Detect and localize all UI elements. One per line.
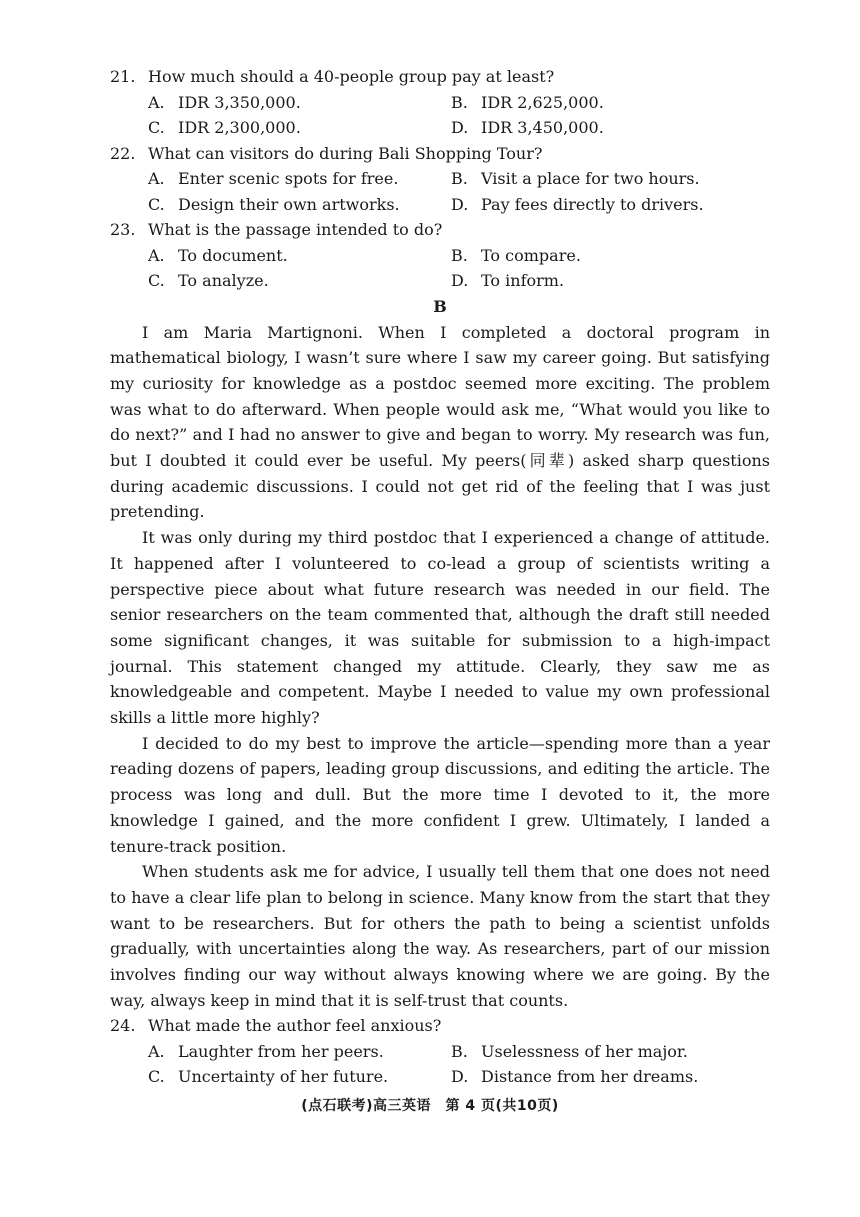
passage-paragraph: When students ask me for advice, I usually tell them that one does not need to have a clear life plan to belong in science. Many know from the start that they want to be researchers. But for others the path to being a scientist unfolds gradually, with uncertainties along the way. As researchers, part of our mission involves finding our way without always knowing where we are going. By the way, always keep in mind that it is self-trust that counts. xyxy=(110,862,770,1010)
question-24 xyxy=(110,1013,770,1090)
page-footer: (点石联考)高三英语 第 4 页(共10页) xyxy=(301,1098,559,1114)
option-a: A. Enter scenic spots for free. xyxy=(148,169,399,188)
option-c: C. Design their own artworks. xyxy=(148,194,400,214)
question-number: 21. xyxy=(110,67,136,86)
option-b: B. IDR 2,625,000. xyxy=(451,92,604,112)
question-number: 22. xyxy=(110,143,136,163)
option-d: D. IDR 3,450,000. xyxy=(451,118,604,137)
question-23 xyxy=(110,217,770,294)
passage-paragraph: It was only during my third postdoc that I experienced a change of attitude. It happened after I volunteered to co-lead a group of scientists writing a perspective piece about what future research was needed in our field. The senior researchers on the team commented that, although the draft still needed some significant changes, it was suitable for submission to a high-impact journal. This statement changed my attitude. Clearly, they saw me as knowledgeable and competent. Maybe I needed to value my own professional skills a little more highly? xyxy=(110,528,770,728)
option-a: A. To document. xyxy=(148,245,288,265)
question-22 xyxy=(110,141,770,218)
section-heading: B xyxy=(433,296,447,316)
question-number: 23. xyxy=(110,220,136,239)
question-text: What can visitors do during Bali Shopping Tour? xyxy=(148,143,543,163)
option-d: D. Distance from her dreams. xyxy=(451,1067,699,1087)
reading-passage xyxy=(110,320,770,1014)
option-b: B. Visit a place for two hours. xyxy=(451,169,700,188)
question-text: What is the passage intended to do? xyxy=(148,220,443,239)
question-text: What made the author feel anxious? xyxy=(148,1016,442,1036)
question-21 xyxy=(110,64,770,141)
option-c: C. IDR 2,300,000. xyxy=(148,118,301,137)
option-d: D. To inform. xyxy=(451,271,565,290)
passage-paragraph: I decided to do my best to improve the article—spending more than a year reading dozens of papers, leading group discussions, and editing the article. The process was long and dull. But the more time I devoted to it, the more knowledge I gained, and the more confident I grew. Ultimately, I landed a tenure-track position. xyxy=(110,733,770,856)
page-content xyxy=(110,64,770,1090)
option-d: D. Pay fees directly to drivers. xyxy=(451,194,704,214)
question-number: 24. xyxy=(110,1016,136,1036)
question-text: How much should a 40-people group pay at least? xyxy=(148,67,555,86)
option-b: B. Uselessness of her major. xyxy=(451,1041,688,1061)
option-b: B. To compare. xyxy=(451,245,581,265)
option-a: A. IDR 3,350,000. xyxy=(148,92,301,112)
passage-paragraph: I am Maria Martignoni. When I completed a doctoral program in mathematical biology, I wasn’t sure where I saw my career going. But satisfying my curiosity for knowledge as a postdoc seemed more exciting. The problem was what to do afterward. When people would ask me, “What would you like to do next?” and I had no answer to give and began to worry. My research was fun, but I doubted it could ever be useful. My peers(同辈) asked sharp questions during academic discussions. I could not get rid of the feeling that I was just pretending. xyxy=(110,322,770,522)
option-c: C. Uncertainty of her future. xyxy=(148,1067,389,1087)
option-a: A. Laughter from her peers. xyxy=(148,1041,384,1061)
option-c: C. To analyze. xyxy=(148,271,269,290)
